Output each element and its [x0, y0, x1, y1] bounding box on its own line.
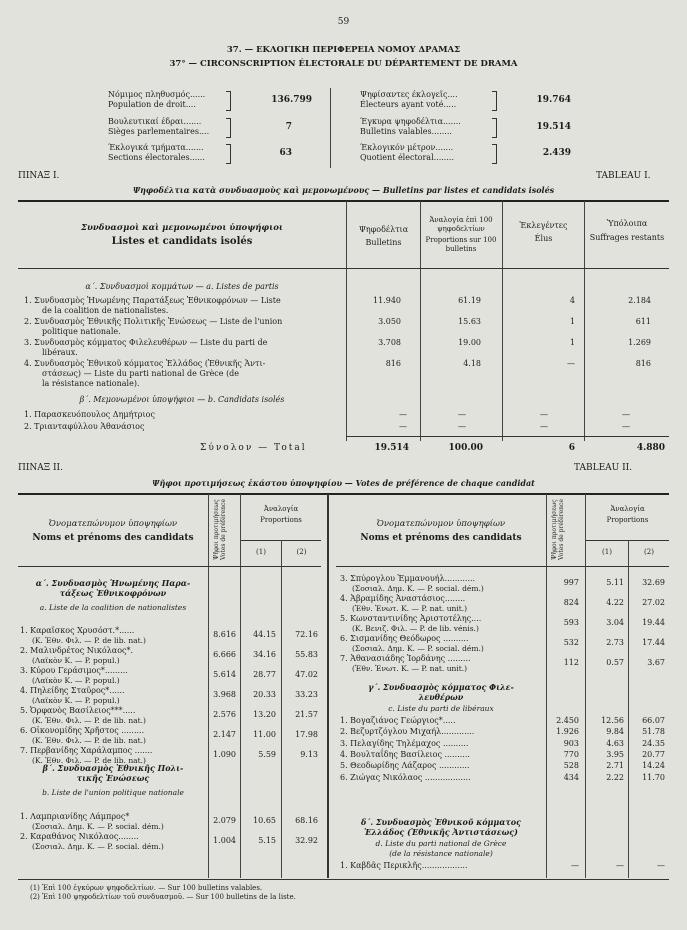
table2-right-col-1: (1): [602, 548, 612, 556]
right-section-c-title-cont: λευθέρων: [418, 692, 464, 702]
table2-right-col-names-gr: Ὀνοματεπώνυμον ὑποψηφίων: [376, 519, 506, 529]
proportion-1: 34.16: [253, 650, 276, 659]
row-label: 2. Συνδυασμὸς Ἐθνικῆς Πολιτικῆς Ἑνώσεως — Liste de l'union: [24, 317, 283, 326]
bulletins-value: 11.940: [373, 296, 401, 305]
proportion-1: 12.56: [601, 716, 624, 725]
table1-total-elus: 6: [568, 443, 575, 453]
bulletins-value: 3.708: [378, 338, 401, 347]
candidate-party: (Σοσιαλ. Δημ. Κ. — P. social. dém.): [352, 644, 484, 653]
row-label-cont: la résistance nationale).: [42, 379, 140, 388]
summary-sections-value: 63: [279, 148, 292, 158]
table2-label-gr: ΠΙΝΑΞ ΙΙ.: [18, 463, 63, 473]
preference-votes: 1.004: [213, 836, 236, 845]
right-section-c-fr: c. Liste du parti de libéraux: [388, 704, 494, 713]
preference-votes: 532: [563, 638, 579, 647]
table2-left-col-prop-gr: Ἀναλογία: [263, 505, 299, 513]
table2-left-col-names-fr: Noms et prénoms des candidats: [32, 533, 194, 543]
proportion-1: 10.65: [253, 816, 276, 825]
left-section-b-title: β΄. Συνδυασμὸς Ἐθνικῆς Πολι-: [42, 763, 184, 773]
table1-col-rest-fr: Suffrages restants: [589, 233, 665, 242]
proportion-1: 2.73: [606, 638, 624, 647]
row-label-cont: politique nationale.: [42, 327, 121, 336]
preference-votes: 3.968: [213, 690, 236, 699]
proportion-2: 32.92: [295, 836, 318, 845]
proportion-1: 3.95: [606, 749, 624, 759]
proportion-2: —: [657, 861, 665, 870]
candidate-party: (Κ. Ἐθν. Φιλ. — P. de lib. nat.): [32, 756, 146, 765]
preference-votes: 824: [563, 598, 579, 607]
row-label-cont: de la coalition de nationalistes.: [42, 306, 169, 315]
candidate-party: (Σοσιαλ. Δημ. Κ. — P. social. dém.): [32, 842, 164, 851]
table1-section-a: α΄. Συνδυασμοὶ κομμάτων — a. Listes de partis: [85, 282, 279, 291]
preference-votes: 1.090: [213, 750, 236, 759]
preference-votes: 593: [563, 618, 579, 627]
proportion-1: —: [616, 861, 624, 870]
candidate-name: 6. Σισμανίδης Θεόδωρος ..........: [340, 634, 469, 643]
table2-right-col-2: (2): [644, 548, 654, 556]
summary-voted-value: 19.764: [536, 95, 571, 105]
summary-quotient-value: 2.439: [542, 148, 571, 158]
proportion-2: 17.44: [642, 638, 665, 647]
preference-votes: 2.079: [213, 816, 236, 825]
table1-label-gr: ΠΙΝΑΞ Ι.: [18, 171, 60, 181]
proportion-1: 44.15: [253, 630, 276, 639]
proportion-2: 9.13: [300, 750, 318, 759]
bulletins-value: 3.050: [378, 317, 401, 326]
preference-votes: 2.450: [556, 716, 579, 725]
right-section-d-fr-cont: (de la résistance nationale): [389, 849, 493, 858]
preference-votes: 2.576: [213, 710, 236, 719]
proportion-value: 15.63: [458, 317, 481, 326]
candidate-name: 4. Βουλταΐδης Βασίλειος ..........: [340, 749, 470, 759]
candidate-name: 4. Ἀβραμίδης Ἀναστάσιος........: [340, 594, 466, 603]
elus-value: 4: [569, 296, 575, 305]
summary-quotient-fr: Quotient électoral........: [360, 153, 454, 162]
elus-value: —: [567, 359, 575, 368]
candidate-name: 4. Πηλείδης Σταῦρος*......: [20, 686, 125, 695]
summary-population-gr: Νόμιμος πληθυσμός......: [108, 90, 206, 99]
title-greek: 37. — ΕΚΛΟΓΙΚΗ ΠΕΡΙΦΕΡΕΙΑ ΝΟΜΟΥ ΔΡΑΜΑΣ: [226, 45, 461, 55]
preference-votes: 770: [563, 749, 579, 759]
proportion-2: 32.69: [642, 578, 665, 587]
summary-quotient-gr: Έκλογικόν μέτρον.......: [360, 143, 454, 152]
summary-valid-fr: Bulletins valables........: [360, 127, 452, 136]
left-section-b-title-cont: τικῆς Ἑνώσεως: [76, 773, 150, 783]
proportion-1: 2.71: [606, 761, 624, 771]
table2-left-col-votes: Ψῆφοι προτιμήσεως Votes de préférence: [213, 499, 227, 561]
candidate-name: 6. Οἰκονομίδης Χρῆστος .........: [20, 726, 145, 735]
candidate-party: (Λαϊκὸν Κ. — P. popul.): [32, 656, 120, 665]
table1-heading: Ψηφοδέλτια κατὰ συνδυασμοὺς καὶ μεμονωμένους — Bulletins par listes et candidats isolés: [132, 185, 555, 195]
table1-col-bulletins-gr: Ψηφοδέλτια: [358, 225, 409, 234]
restants-value: —: [622, 422, 630, 431]
row-label-cont: στάσεως) — Liste du parti national de Grèce (de: [42, 369, 240, 378]
candidate-party: (Ἐθν. Ἑνωτ. Κ. — P. nat. unit.): [352, 664, 468, 673]
title-french: 37° — CIRCONSCRIPTION ÉLECTORALE DU DÉPARTEMENT DE DRAMA: [169, 59, 518, 69]
proportion-1: 0.57: [606, 658, 624, 667]
bulletins-value: —: [399, 410, 407, 419]
table1-section-b: β΄. Μεμονωμένοι ὑποψήφιοι — b. Candidats isolés: [79, 395, 285, 404]
preference-votes: 2.147: [213, 730, 236, 739]
candidate-party: (Σοσιαλ. Δημ. Κ. — P. social. dém.): [352, 584, 484, 593]
row-label: 1. Συνδυασμὸς Ἡνωμένης Παρατάξεως Ἐθνικοφρόνων — Liste: [24, 296, 281, 305]
left-section-b-fr: b. Liste de l'union politique nationale: [42, 788, 184, 797]
candidate-party: (Κ. Ἐθν. Φιλ. — P. de lib. nat.): [32, 716, 146, 725]
table2-left-col-prop-fr: Proportions: [260, 516, 302, 524]
table1-col-rest-gr: Ὑπόλοιπα: [606, 219, 648, 228]
summary-sections-gr: Έκλογικά τμήματα.......: [108, 143, 204, 152]
preference-votes: 903: [563, 738, 579, 748]
candidate-name: 3. Πελαγίδης Τηλέμαχος ..........: [340, 738, 469, 748]
table2-heading: Ψῆφοι προτιμήσεως ἑκάστου ὑποψηφίου — Votes de préférence de chaque candidat: [152, 478, 535, 488]
elus-value: —: [540, 410, 548, 419]
footnote-2: (2) Ἐπὶ 100 ψηφοδελτίων τοῦ συνδυασμοῦ. — Sur 100 bulletins de la liste.: [30, 893, 296, 901]
summary-seats-fr: Sièges parlementaires....: [108, 127, 210, 136]
table2-label-fr: TABLEAU II.: [574, 463, 633, 473]
table2-right-col-prop-fr: Proportions: [606, 516, 649, 524]
table1-col-elus-fr: Élus: [534, 234, 553, 243]
proportion-value: 61.19: [458, 296, 481, 305]
table1-total-bulletins: 19.514: [374, 443, 409, 453]
right-section-d-title-cont: Ἑλλάδος (Ἐθνικῆς Ἀντιστάσεως): [364, 827, 518, 837]
proportion-2: 11.70: [642, 772, 665, 782]
candidate-name: 3. Σπύρογλου Ἐμμανουήλ............: [340, 574, 476, 583]
candidate-name: 6. Ζιώγας Νικόλαος ..................: [340, 772, 471, 782]
bulletins-value: 816: [385, 359, 401, 368]
preference-votes: —: [571, 861, 579, 870]
bulletins-value: —: [399, 422, 407, 431]
summary-sections-fr: Sections électorales......: [108, 153, 205, 162]
candidate-name: 5. Ὀρφανὸς Βασίλειος***.....: [20, 706, 136, 715]
proportion-1: 2.22: [606, 772, 624, 782]
summary-seats-gr: Βουλευτικαί έδραι.......: [108, 117, 202, 126]
proportion-2: 20.77: [642, 749, 665, 759]
table1-col-elus-gr: Ἐκλεγέντες: [519, 221, 568, 230]
proportion-2: 21.57: [295, 710, 318, 719]
summary-population-value: 136.799: [271, 95, 312, 105]
table1-col-bulletins-fr: Bulletins: [365, 238, 402, 247]
preference-votes: 6.666: [213, 650, 236, 659]
table1-col-prop-fr: Proportions sur 100 bulletins: [425, 236, 497, 253]
proportion-1: 4.22: [606, 598, 624, 607]
proportion-2: 3.67: [647, 658, 665, 667]
proportion-2: 72.16: [295, 630, 318, 639]
preference-votes: 112: [563, 658, 579, 667]
elus-value: 1: [569, 317, 575, 326]
table2-right-col-votes: Ψῆφοι προτιμήσεως Votes de préférence: [551, 499, 565, 561]
summary-voted-fr: Électeurs ayant voté.....: [360, 100, 457, 109]
left-section-a-title: α΄. Συνδυασμὸς Ἡνωμένης Παρα-: [35, 578, 191, 588]
proportion-2: 68.16: [295, 816, 318, 825]
preference-votes: 8.616: [213, 630, 236, 639]
row-label: 2. Τριανταφύλλου Ἀθανάσιος: [24, 422, 145, 431]
proportion-2: 19.44: [642, 618, 665, 627]
row-label-cont: libéraux.: [42, 348, 78, 357]
proportion-2: 51.78: [642, 727, 665, 737]
proportion-1: 11.00: [253, 730, 276, 739]
candidate-party: (Κ. Ἐθν. Φιλ. — P. de lib. nat.): [32, 736, 146, 745]
candidate-name: 7. Περβανίδης Χαράλαμπος .......: [20, 746, 153, 755]
table2-left-col-2: (2): [296, 548, 307, 556]
table1-label-fr: TABLEAU I.: [596, 171, 651, 181]
proportion-1: 5.59: [258, 750, 276, 759]
proportion-1: 5.11: [606, 578, 624, 587]
restants-value: 1.269: [628, 338, 651, 347]
candidate-name: 1. Καραϊσκος Χρυσόστ.*......: [20, 626, 135, 635]
preference-votes: 1.926: [556, 727, 579, 737]
candidate-party: (Κ. Ἐθν. Φιλ. — P. de lib. nat.): [32, 636, 146, 645]
proportion-2: 17.98: [295, 730, 318, 739]
table1-col-main-fr: Listes et candidats isolés: [111, 236, 253, 247]
candidate-name: 7. Ἀθανασιάδης Ἰορδάνης .........: [340, 654, 471, 663]
proportion-value: 19.00: [458, 338, 481, 347]
proportion-2: 27.02: [642, 598, 665, 607]
footnote-1: (1) Ἐπὶ 100 ἐγκύρων ψηφοδελτίων. — Sur 100 bulletins valables.: [30, 884, 263, 892]
proportion-1: 3.04: [606, 618, 624, 627]
candidate-name: 1. Καβδᾶς Περικλῆς..................: [340, 861, 468, 870]
proportion-1: 5.15: [258, 836, 276, 845]
table1-total-proportion: 100.00: [448, 443, 483, 453]
table1-total-label: Σύνολον — Total: [200, 443, 307, 453]
candidate-party: (Λαϊκὸν Κ. — P. popul.): [32, 676, 120, 685]
proportion-2: 14.24: [642, 761, 665, 771]
candidate-name: 5. Κωνσταντινίδης Ἀριστοτέλης....: [340, 614, 482, 623]
proportion-2: 33.23: [295, 690, 318, 699]
proportion-2: 66.07: [642, 716, 665, 725]
candidate-name: 3. Κύρου Γεράσιμος*.........: [20, 666, 128, 675]
table1-col-prop-gr: Ἀναλογία ἐπὶ 100 ψηφοδελτίων: [429, 216, 493, 233]
preference-votes: 5.614: [213, 670, 236, 679]
row-label: 1. Παρασκευόπουλος Δημήτριος: [24, 410, 155, 419]
table2-left-col-1: (1): [256, 548, 266, 556]
proportion-2: 55.83: [295, 650, 318, 659]
proportion-1: 4.63: [606, 738, 624, 748]
restants-value: 611: [635, 317, 651, 326]
table1-total-restants: 4.880: [636, 443, 665, 453]
proportion-value: —: [458, 422, 466, 431]
candidate-party: (Λαϊκὸν Κ. — P. popul.): [32, 696, 120, 705]
elus-value: —: [540, 422, 548, 431]
row-label: 4. Συνδυασμὸς Ἐθνικοῦ κόμματος Ἑλλάδος (Ἐθνικῆς Ἀντι-: [24, 359, 266, 368]
right-section-d-fr: d. Liste du parti national de Grèce: [375, 839, 507, 848]
table1-col-main-gr: Συνδυασμοὶ καὶ μεμονωμένοι ὑποψήφιοι: [81, 223, 283, 233]
proportion-1: 9.84: [606, 727, 624, 737]
right-section-d-title: δ΄. Συνδυασμὸς Ἐθνικοῦ κόμματος: [360, 817, 521, 827]
right-section-c-title: γ΄. Συνδυασμὸς κόμματος Φιλε-: [368, 682, 514, 692]
candidate-party: (Κ. Βενιζ. Φιλ. — P. de lib. vénis.): [352, 624, 479, 633]
preference-votes: 528: [563, 761, 579, 771]
candidate-name: 1. Βογαζιάνος Γεώργιος*.....: [340, 716, 456, 725]
restants-value: —: [622, 410, 630, 419]
candidate-name: 2. Καραθάνος Νικόλαος........: [20, 832, 139, 841]
left-section-a-title-cont: τάξεως Ἐθνικοφρόνων: [59, 588, 167, 598]
candidate-name: 1. Λαμπριανίδης Λάμπρος*: [20, 812, 130, 821]
candidate-party: (Σοσιαλ. Δημ. Κ. — P. social. dém.): [32, 822, 164, 831]
elus-value: 1: [569, 338, 575, 347]
preference-votes: 997: [563, 578, 579, 587]
table2-right-col-names-fr: Noms et prénoms des candidats: [360, 533, 522, 543]
preference-votes: 434: [563, 772, 579, 782]
row-label: 3. Συνδυασμὸς κόμματος Φιλελευθέρων — Liste du parti de: [24, 338, 268, 347]
proportion-value: —: [458, 410, 466, 419]
summary-population-fr: Population de droit....: [108, 100, 196, 109]
summary-seats-value: 7: [285, 122, 292, 132]
candidate-name: 5. Θεοδωρίδης Λάζαρος ............: [340, 761, 470, 771]
summary-voted-gr: Ψηφίσαντες έκλογεῖς....: [360, 90, 458, 99]
candidate-name: 2. Μαλινδρέτος Νικόλαος*.: [20, 646, 134, 655]
summary-valid-value: 19.514: [536, 122, 571, 132]
candidate-party: (Ἐθν. Ἑνωτ. Κ. — P. nat. unit.): [352, 604, 468, 613]
restants-value: 816: [635, 359, 651, 368]
proportion-2: 24.35: [642, 738, 665, 748]
proportion-1: 20.33: [253, 690, 276, 699]
proportion-1: 13.20: [253, 710, 276, 719]
summary-valid-gr: Έγκυρα ψηφοδέλτια.......: [360, 117, 461, 126]
table2-right-col-prop-gr: Ἀναλογία: [610, 505, 645, 513]
left-section-a-fr: a. Liste de la coalition de nationalistes: [39, 603, 187, 612]
restants-value: 2.184: [628, 296, 651, 305]
page-number: 59: [337, 17, 350, 27]
proportion-value: 4.18: [463, 359, 481, 368]
proportion-1: 28.77: [253, 670, 276, 679]
proportion-2: 47.02: [295, 670, 318, 679]
table2-left-col-names-gr: Ὀνοματεπώνυμον ὑποψηφίων: [48, 519, 178, 529]
candidate-name: 2. Βεζυρτζόγλου Μιχαήλ.............: [340, 727, 475, 737]
